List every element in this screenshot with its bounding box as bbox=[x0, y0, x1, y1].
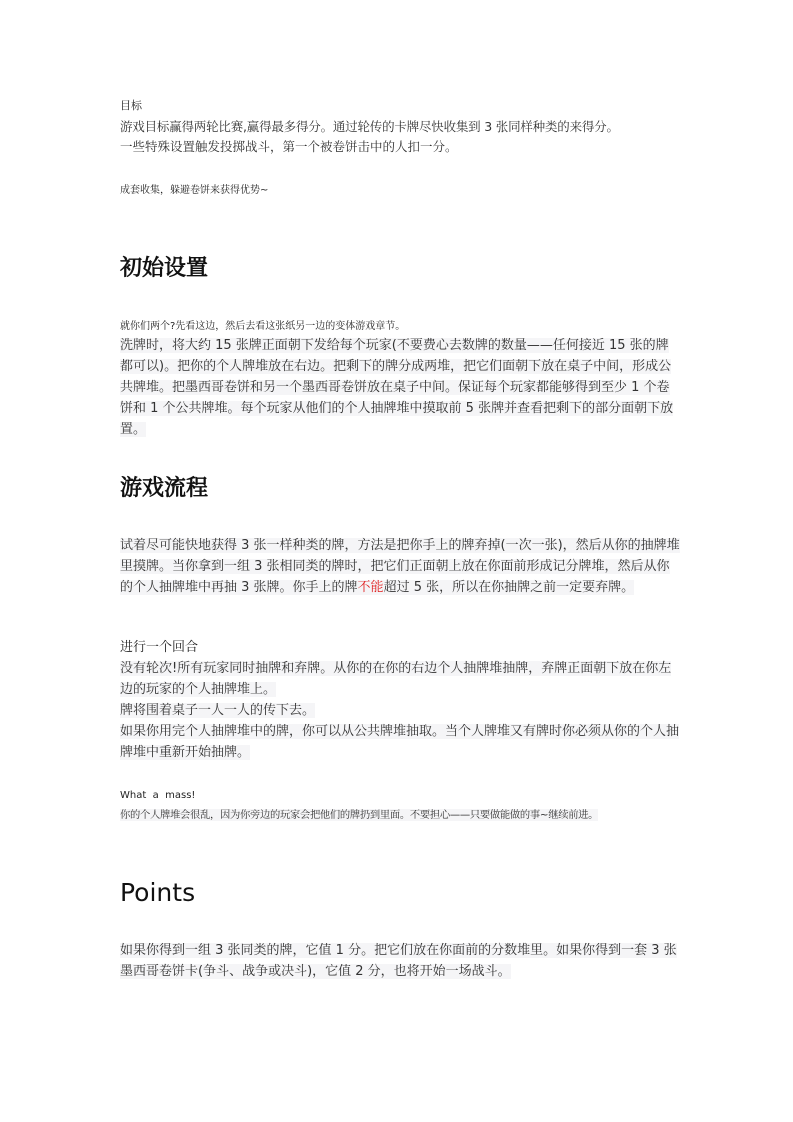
points-heading: Points bbox=[120, 878, 196, 907]
round-paragraph-1-text: 没有轮次!所有玩家同时抽牌和弃牌。从你的在你的右边个人抽牌堆抽牌，弃牌正面朝下放在你左边的玩家的个人抽牌堆上。 bbox=[120, 661, 672, 697]
goal-label: 目标 bbox=[120, 99, 142, 112]
points-paragraph bbox=[120, 940, 680, 982]
goal-line-2: 一些特殊设置触发投掷战斗，第一个被卷饼击中的人扣一分。 bbox=[120, 139, 458, 154]
flow-paragraph-before: 试着尽可能快地获得 3 张一样种类的牌，方法是把你手上的牌弃掉(一次一张)，然后从你的抽牌堆里摸牌。当你拿到一组 3 张相同类的牌时，把它们正面朝上放在你面前形成记分牌堆，然后从你的个人抽牌堆中再抽 3 张牌。你手上的牌 bbox=[120, 538, 680, 595]
round-paragraph-3 bbox=[120, 721, 680, 763]
goal-line-1: 游戏目标赢得两轮比赛,赢得最多得分。通过轮传的卡牌尽快收集到 3 张同样种类的来得分。 bbox=[120, 119, 619, 134]
round-paragraph-3-text: 如果你用完个人抽牌堆中的牌，你可以从公共牌堆抽取。当个人牌堆又有牌时你必须从你的个人抽牌堆中重新开始抽牌。 bbox=[120, 724, 680, 760]
goal-tagline: 成套收集，躲避卷饼来获得优势~ bbox=[120, 185, 269, 196]
mess-text-content: 你的个人牌堆会很乱，因为你旁边的玩家会把他们的牌扔到里面。不要担心——只要做能做的事~继续前进。 bbox=[120, 809, 599, 821]
flow-paragraph bbox=[120, 535, 680, 598]
round-heading: 进行一个回合 bbox=[120, 640, 199, 655]
flow-emphasis: 不能 bbox=[357, 580, 384, 595]
round-paragraph-1 bbox=[120, 658, 680, 700]
mess-label: What a mass! bbox=[120, 790, 196, 801]
points-paragraph-text: 如果你得到一组 3 张同类的牌，它值 1 分。把它们放在你面前的分数堆里。如果你得到一套 3 张墨西哥卷饼卡(争斗、战争或决斗)，它值 2 分，也将开始一场战斗。 bbox=[120, 943, 677, 979]
round-paragraph-2 bbox=[120, 700, 680, 721]
setup-paragraph bbox=[120, 335, 680, 440]
mess-text bbox=[120, 808, 680, 822]
setup-note: 就你们两个?先看这边，然后去看这张纸另一边的变体游戏章节。 bbox=[120, 321, 406, 332]
setup-paragraph-text: 洗牌时，将大约 15 张牌正面朝下发给每个玩家(不要费心去数牌的数量——任何接近 15 张的牌都可以)。把你的个人牌堆放在右边。把剩下的牌分成两堆，把它们面朝下放在桌子中间，形成公共牌堆。把墨西哥卷饼和另一个墨西哥卷饼放在桌子中间。保证每个玩家都能够得到至少 1 个卷饼和 1 个公共牌堆。每个玩家从他们的个人抽牌堆中摸取前 5 张牌并查看把剩下的部分面朝下放置。 bbox=[120, 338, 674, 437]
flow-heading: 游戏流程 bbox=[120, 476, 209, 501]
setup-heading: 初始设置 bbox=[120, 256, 209, 281]
round-paragraph-2-text: 牌将围着桌子一人一人的传下去。 bbox=[120, 703, 316, 718]
flow-paragraph-after: 超过 5 张，所以在你抽牌之前一定要弃牌。 bbox=[383, 580, 635, 595]
